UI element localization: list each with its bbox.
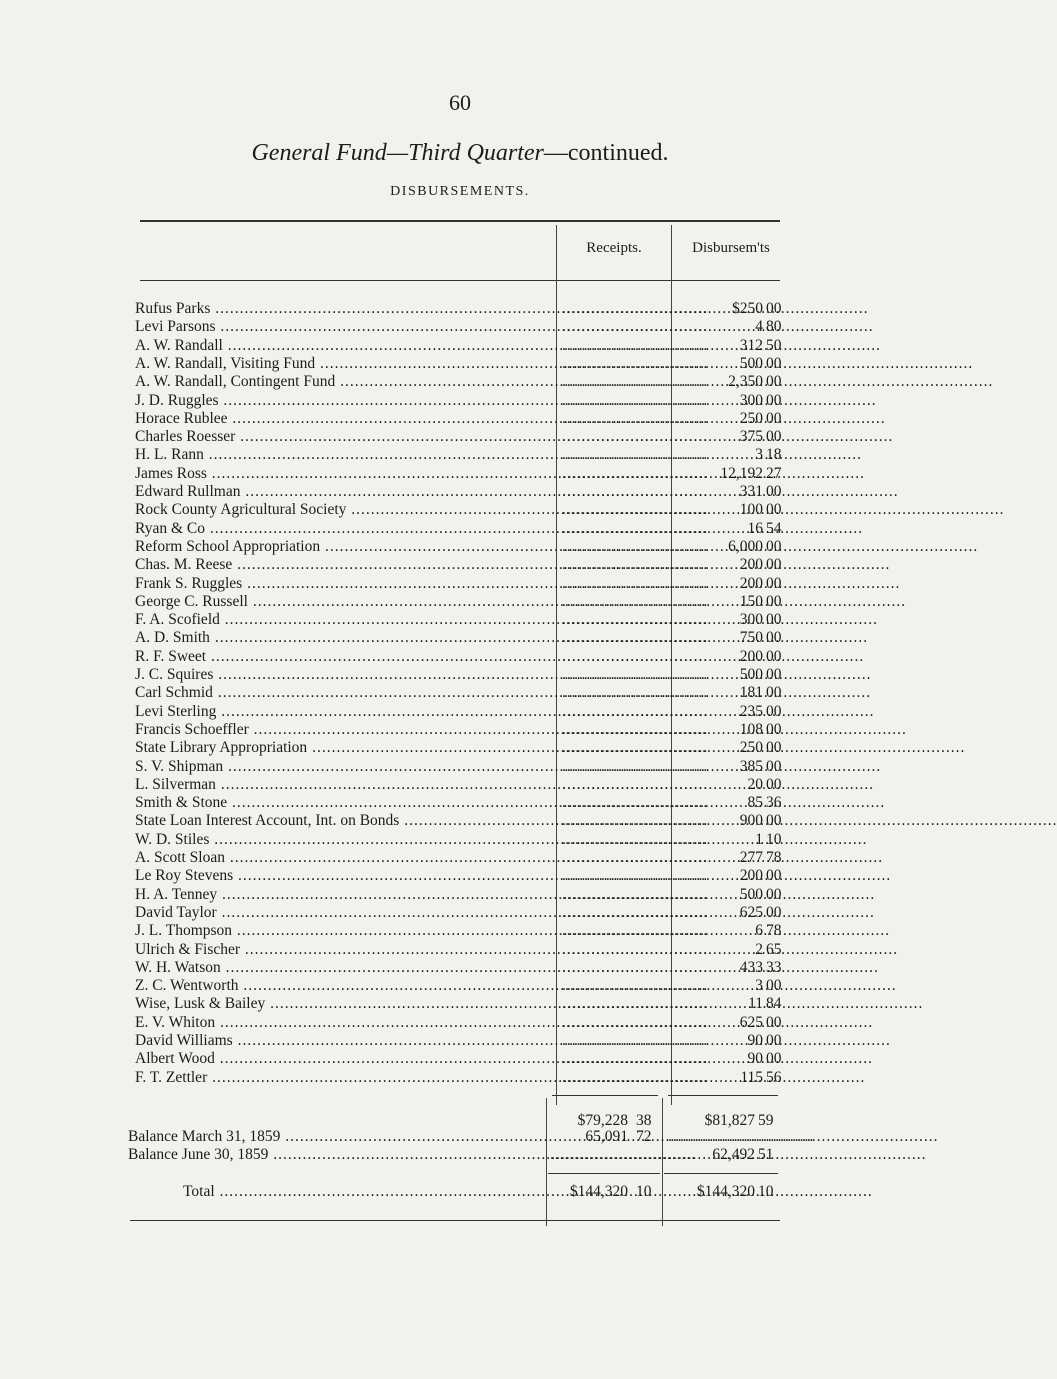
disbursement-amount: 181 (739, 684, 763, 702)
payee-name: A. W. Randall ..... (135, 337, 553, 355)
disbursement-cents: 00 (766, 300, 782, 317)
payee-name: Levi Parsons ..... (135, 318, 553, 336)
disbursement-amount: 16 (747, 519, 763, 537)
leader-dots: .............................. (562, 977, 709, 995)
disbursement-cents: 00 (766, 556, 782, 574)
total-disbursements: $144,320 (696, 1183, 755, 1200)
leader-dots: .............................. (562, 849, 709, 866)
payee-name: Z. C. Wentworth ..... (135, 977, 553, 995)
payee-name: James Ross ..... (135, 465, 553, 483)
leader-dots: .............................. (562, 867, 709, 885)
subtotal-disbursements: $81,827 (704, 1112, 755, 1129)
leader-dots: .............................. (562, 611, 709, 629)
disbursement-cents: 00 (766, 592, 782, 610)
disbursement-cents: 00 (766, 574, 782, 592)
leader-dots: .............................. (562, 519, 709, 537)
payee-name: Reform School Appropriation ..... (135, 538, 553, 556)
payee-name: A. D. Smith ..... (135, 629, 553, 647)
leader-dots: .............................. (562, 1068, 709, 1086)
leader-dots: .............................. (562, 446, 709, 464)
subtotal-rule-disbursements (668, 1095, 778, 1096)
leader-dots: .............................. (562, 300, 709, 317)
disbursement-amount: 12,192 (720, 464, 763, 482)
payee-name: Ulrich & Fischer ..... (135, 941, 553, 959)
disbursement-cents: 00 (766, 611, 782, 629)
leader-dots: .............................. (562, 885, 709, 903)
disbursement-cents: 56 (766, 1068, 782, 1086)
disbursement-amount: 625 (739, 903, 763, 921)
leader-dots: .............................. (562, 922, 709, 940)
disbursement-amount: 85 (747, 794, 763, 812)
subtotal-disbursements-cents: 59 (758, 1112, 774, 1129)
disbursements-column-header: Disbursem'ts (692, 240, 770, 256)
disbursement-amount: 375 (739, 428, 763, 446)
disbursement-amount: 1 (755, 830, 763, 848)
payee-name: Rufus Parks ..... (135, 300, 553, 318)
balance-label: Balance June 30, 1859 ..... (128, 1146, 543, 1164)
table-top-rule (140, 220, 780, 222)
disbursement-amount: 150 (739, 592, 763, 610)
payee-name: A. W. Randall, Visiting Fund ..... (135, 355, 553, 373)
balance-receipts-cents: 72 (636, 1128, 652, 1145)
disbursement-cents: 00 (766, 537, 782, 555)
payee-name: W. D. Stiles ..... (135, 831, 553, 849)
leader-dots: .............................. (562, 483, 709, 500)
payee-name: R. F. Sweet ..... (135, 648, 553, 666)
disbursement-amount: $250 (732, 300, 763, 317)
leader-dots: .............................. (562, 409, 709, 427)
leader-dots: .............................. (562, 995, 709, 1013)
payee-name: Chas. M. Reese ..... (135, 556, 553, 574)
leader-dots: .............................. (562, 1013, 709, 1031)
payee-name: F. A. Scofield ..... (135, 611, 553, 629)
disbursement-cents: 00 (766, 1050, 782, 1068)
leader-dots: .............................. (562, 794, 709, 812)
disbursement-cents: 00 (766, 428, 782, 446)
table-bottom-rule (130, 1220, 780, 1221)
disbursement-amount: 108 (739, 720, 763, 738)
total-label: Total ..... (183, 1183, 543, 1201)
leader-dots: .............................. (562, 647, 709, 665)
leader-dots: .............................. (562, 720, 709, 738)
leader-dots: .............................. (562, 354, 709, 372)
disbursement-amount: 3 (755, 446, 763, 464)
payee-name: David Taylor ..... (135, 904, 553, 922)
payee-name: Francis Schoeffler ..... (135, 721, 553, 739)
disbursement-cents: 00 (766, 409, 782, 427)
payee-name: David Williams ..... (135, 1032, 553, 1050)
disbursement-amount: 3 (755, 977, 763, 995)
disbursement-cents: 00 (766, 684, 782, 702)
disbursement-cents: 00 (766, 739, 782, 757)
disbursement-amount: 20 (747, 775, 763, 793)
subtotal-rule-receipts (552, 1095, 658, 1096)
disbursement-amount: 300 (739, 391, 763, 409)
disbursement-amount: 90 (747, 1032, 763, 1049)
disbursement-cents: 65 (766, 940, 782, 958)
disbursement-amount: 500 (739, 354, 763, 372)
disbursement-amount: 235 (739, 702, 763, 720)
disbursement-cents: 00 (766, 1013, 782, 1031)
payee-name: Le Roy Stevens ..... (135, 867, 553, 885)
receipts-column-header: Receipts. (586, 240, 642, 256)
payee-name: E. V. Whiton ..... (135, 1014, 553, 1032)
payee-name: Levi Sterling ..... (135, 703, 553, 721)
disbursement-cents: 00 (766, 775, 782, 793)
disbursement-cents: 27 (766, 464, 782, 482)
disbursement-amount: 200 (739, 867, 763, 885)
leader-dots: .............................. (562, 537, 709, 555)
disbursement-amount: 200 (739, 574, 763, 592)
disbursement-cents: 50 (766, 336, 782, 354)
total-receipts: $144,320 (569, 1183, 628, 1200)
balance-disbursements: 62,492 (712, 1146, 755, 1163)
disbursement-amount: 385 (739, 757, 763, 775)
disbursement-amount: 6,000 (728, 537, 763, 555)
disbursement-cents: 00 (766, 757, 782, 775)
leader-dots: .............................. (562, 702, 709, 720)
total-receipts-cents: 10 (636, 1183, 652, 1200)
disbursement-cents: 00 (766, 720, 782, 738)
leader-dots: .............................. (562, 1050, 709, 1068)
leader-dots: .............................. (562, 830, 709, 848)
leader-dots: .............................. (562, 666, 709, 683)
disbursement-cents: 00 (766, 373, 782, 391)
payee-name: J. C. Squires ..... (135, 666, 553, 684)
disbursement-cents: 33 (766, 958, 782, 976)
leader-dots: .............................. (550, 1146, 697, 1163)
leader-dots: .............................. (562, 1032, 709, 1049)
disbursement-amount: 500 (739, 885, 763, 903)
payee-name: Rock County Agricultural Society ..... (135, 501, 553, 519)
disbursement-amount: 115 (740, 1068, 763, 1086)
disbursement-amount: 300 (739, 611, 763, 629)
disbursement-cents: 00 (766, 483, 782, 500)
disbursement-amount: 312 (739, 336, 763, 354)
page-number: 60 (449, 90, 471, 115)
payee-name: Smith & Stone ..... (135, 794, 553, 812)
payee-name: H. A. Tenney ..... (135, 886, 553, 904)
balance-disbursements-cents: 51 (758, 1146, 774, 1163)
subtotal-receipts-cents: 38 (636, 1112, 652, 1129)
payee-name: S. V. Shipman ..... (135, 758, 553, 776)
disbursement-cents: 00 (766, 647, 782, 665)
disbursement-amount: 2,350 (728, 373, 763, 391)
leader-dots: .............................. (562, 336, 709, 354)
payee-name: Albert Wood ..... (135, 1050, 553, 1068)
payee-name: L. Silverman ..... (135, 776, 553, 794)
payee-name: Frank S. Ruggles ..... (135, 575, 553, 593)
disbursement-cents: 00 (766, 501, 782, 519)
disbursement-cents: 00 (766, 885, 782, 903)
title-suffix: —continued. (543, 140, 669, 166)
payee-name: J. L. Thompson ..... (135, 922, 553, 940)
payee-name: State Library Appropriation ..... (135, 739, 553, 757)
disbursement-cents: 18 (766, 446, 782, 464)
section-heading: DISBURSEMENTS. (390, 184, 530, 199)
disbursement-amount: 750 (739, 629, 763, 647)
payee-name: State Loan Interest Account, Int. on Bonds ..... (135, 812, 553, 830)
leader-dots: .............................. (562, 428, 709, 446)
disbursement-amount: 90 (747, 1050, 763, 1068)
total-rule-receipts (548, 1173, 660, 1174)
payee-name: F. T. Zettler ..... (135, 1069, 553, 1087)
disbursement-cents: 00 (766, 391, 782, 409)
disbursement-cents: 00 (766, 903, 782, 921)
payee-name: J. D. Ruggles ..... (135, 392, 553, 410)
leader-dots: .............................. (668, 1128, 815, 1145)
payee-name: Carl Schmid ..... (135, 684, 553, 702)
disbursement-amount: 6 (755, 922, 763, 940)
disbursement-amount: 200 (739, 556, 763, 574)
subtotal-receipts: $79,228 (577, 1112, 628, 1129)
balance-receipts: 65,091 (585, 1128, 628, 1145)
payee-name: A. Scott Sloan ..... (135, 849, 553, 867)
payee-name: George C. Russell ..... (135, 593, 553, 611)
balance-label: Balance March 31, 1859 ..... (128, 1128, 543, 1146)
disbursement-amount: 277 (739, 849, 763, 866)
leader-dots: .............................. (562, 958, 709, 976)
disbursement-cents: 78 (766, 922, 782, 940)
leader-dots: .............................. (562, 318, 709, 336)
disbursement-amount: 2 (755, 940, 763, 958)
disbursement-amount: 433 (739, 958, 763, 976)
leader-dots: .............................. (562, 739, 709, 757)
leader-dots: .............................. (562, 940, 709, 958)
payee-name: W. H. Watson ..... (135, 959, 553, 977)
leader-dots: .............................. (562, 574, 709, 592)
leader-dots: .............................. (562, 757, 709, 775)
leader-dots: .............................. (562, 903, 709, 921)
disbursement-cents: 80 (766, 318, 782, 336)
disbursement-amount: 4 (755, 318, 763, 336)
leader-dots: .............................. (562, 684, 709, 702)
payee-name: Wise, Lusk & Bailey ..... (135, 995, 553, 1013)
leader-dots: .............................. (562, 464, 709, 482)
disbursement-amount: 500 (739, 666, 763, 683)
page-title (0, 140, 920, 167)
leader-dots: .............................. (562, 391, 709, 409)
disbursement-cents: 54 (766, 519, 782, 537)
disbursement-cents: 00 (766, 977, 782, 995)
disbursement-cents: 00 (766, 666, 782, 683)
disbursement-cents: 00 (766, 812, 782, 830)
leader-dots: .............................. (562, 775, 709, 793)
payee-name: A. W. Randall, Contingent Fund ..... (135, 373, 553, 391)
disbursement-amount: 625 (739, 1013, 763, 1031)
payee-name: Charles Roesser ..... (135, 428, 553, 446)
header-bottom-rule (140, 280, 780, 281)
payee-name: Horace Rublee ..... (135, 410, 553, 428)
disbursement-amount: 900 (739, 812, 763, 830)
disbursement-amount: 11 (748, 995, 763, 1013)
disbursement-amount: 250 (739, 739, 763, 757)
payee-name: Ryan & Co ..... (135, 520, 553, 538)
leader-dots: .............................. (562, 592, 709, 610)
total-rule-disbursements (664, 1173, 778, 1174)
disbursement-amount: 250 (739, 409, 763, 427)
disbursement-amount: 331 (739, 483, 763, 500)
disbursement-cents: 84 (766, 995, 782, 1013)
title-italic: General Fund—Third Quarter (251, 140, 544, 166)
leader-dots: .............................. (562, 812, 709, 830)
payee-name: Edward Rullman ..... (135, 483, 553, 501)
disbursement-cents: 10 (766, 830, 782, 848)
leader-dots: .............................. (562, 629, 709, 647)
disbursement-cents: 00 (766, 354, 782, 372)
payee-name: H. L. Rann ..... (135, 446, 553, 464)
disbursement-amount: 200 (739, 647, 763, 665)
disbursement-cents: 78 (766, 849, 782, 866)
total-disbursements-cents: 10 (758, 1183, 774, 1200)
leader-dots: .............................. (562, 501, 709, 519)
leader-dots: .............................. (562, 373, 709, 391)
disbursement-cents: 00 (766, 702, 782, 720)
disbursement-cents: 36 (766, 794, 782, 812)
disbursement-cents: 00 (766, 629, 782, 647)
disbursement-amount: 100 (739, 501, 763, 519)
disbursement-cents: 00 (766, 1032, 782, 1049)
leader-dots: .............................. (562, 556, 709, 574)
disbursement-cents: 00 (766, 867, 782, 885)
